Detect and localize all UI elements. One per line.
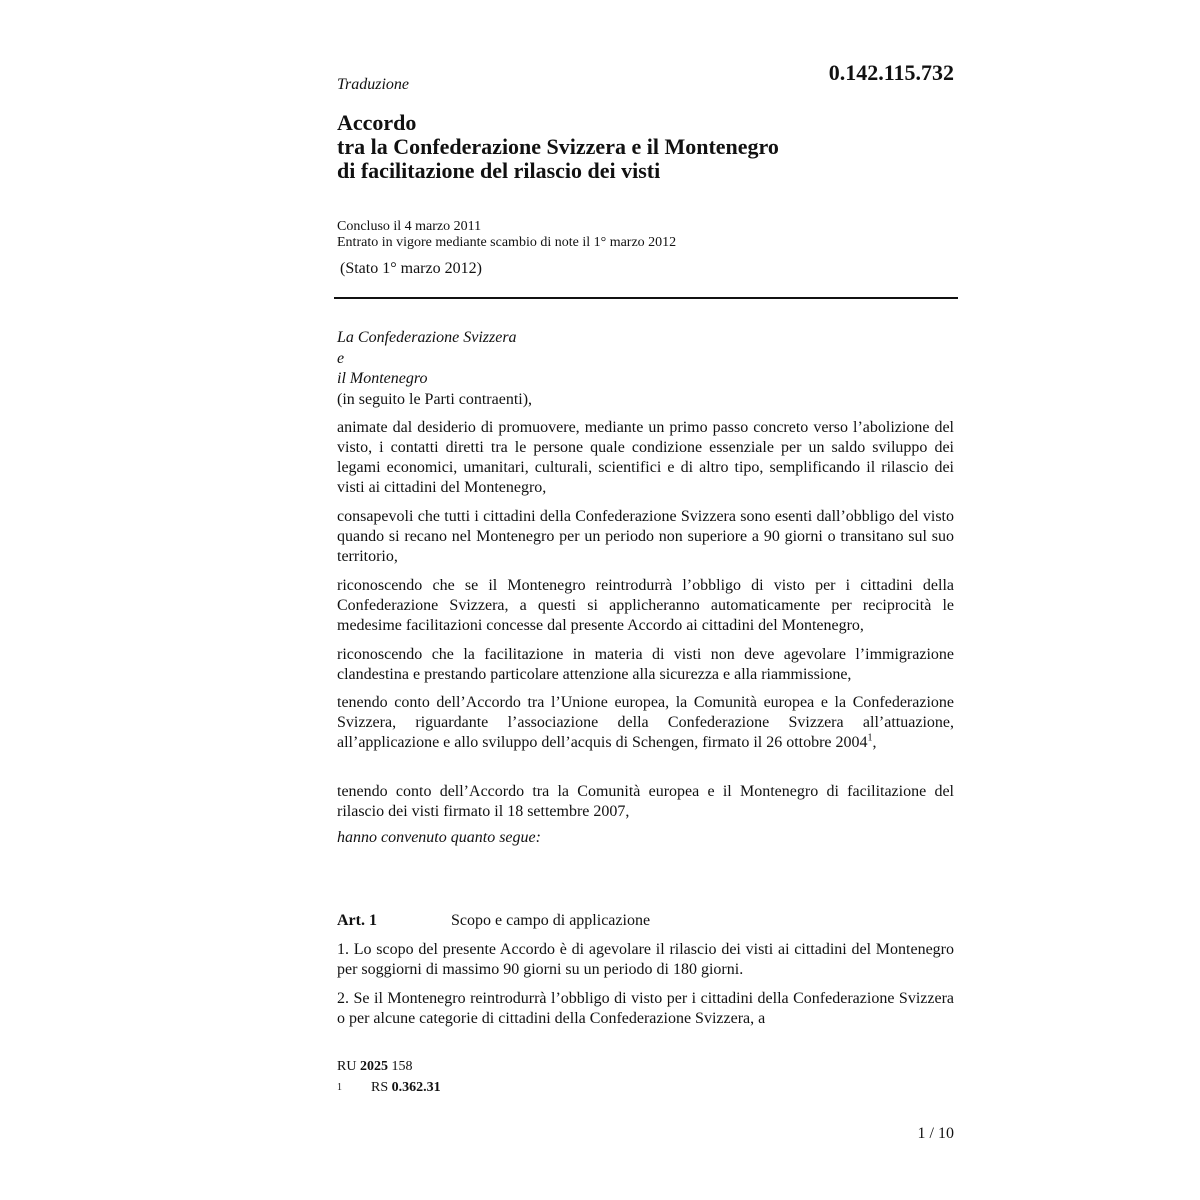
sr-number: 0.142.115.732 (828, 60, 954, 85)
article-number: Art. 1 (337, 912, 377, 929)
party-conjunction: e (337, 349, 345, 367)
document-title (337, 111, 957, 183)
footnote-sr-link[interactable]: 0.362.31 (391, 1080, 441, 1095)
article-heading (337, 911, 954, 931)
status-date: (Stato 1° marzo 2012) (340, 260, 482, 277)
in-force-date: Entrato in vigore mediante scambio di note il 1° marzo 2012 (337, 235, 677, 250)
preamble-closing: hanno convenuto quanto segue: (337, 829, 541, 846)
party-switzerland: La Confederazione Svizzera (337, 329, 517, 346)
party-montenegro: il Montenegro (337, 370, 428, 387)
preamble-paragraph: tenendo conto dell’Accordo tra la Comunità europea e il Montenegro di facilitazione del rilascio dei visti firmato il 18 settembre 2007, (337, 783, 954, 820)
title-line-1: Accordo (337, 110, 417, 135)
ru-year: 2025 (359, 1059, 388, 1074)
preamble-paragraph: animate dal desiderio di promuovere, mediante un primo passo concreto verso l’abolizione del visto, i contatti diretti tra le persone quale condizione essenziale per un saldo sviluppo dei legami economici, umanitari, culturali, scientifici e di altro tipo, semplificando il rilascio dei visti ai cittadini del Montenegro, (337, 419, 954, 496)
preamble-paragraph-schengen (337, 693, 954, 753)
footnote-mark: 1 (337, 1082, 342, 1093)
page-number: 1 / 10 (917, 1125, 954, 1142)
ru-reference (337, 1058, 412, 1076)
article-paragraph: 1. Lo scopo del presente Accordo è di agevolare il rilascio dei visti ai cittadini del Montenegro per soggiorni di massimo 90 giorni su un periodo di 180 giorni. (337, 941, 954, 978)
paragraph-tail: , (872, 734, 877, 751)
concluded-date: Concluso il 4 marzo 2011 (337, 219, 482, 234)
footnote-prefix: RS (371, 1080, 389, 1095)
preamble-paragraph-text: tenendo conto dell’Accordo tra l’Unione europea, la Comunità europea e la Confederazione Svizzera, riguardante l’associazione della Confederazione Svizzera all’attuazione, all’applicazione e allo sviluppo dell’acquis di Schengen, firmato il 26 ottobre 2004 (337, 694, 954, 751)
translation-label: Traduzione (337, 76, 410, 93)
header-divider (334, 297, 958, 299)
ru-prefix: RU (337, 1059, 357, 1074)
ru-page: 158 (391, 1059, 413, 1074)
title-line-2: tra la Confederazione Svizzera e il Montenegro (337, 134, 779, 159)
preamble-paragraph: consapevoli che tutti i cittadini della Confederazione Svizzera sono esenti dall’obbligo del visto quando si recano nel Montenegro per un periodo non superiore a 90 giorni o transitano sul suo territorio, (337, 508, 954, 565)
article-paragraph: 2. Se il Montenegro reintrodurrà l’obbligo di visto per i cittadini della Confederazione Svizzera o per alcune categorie di cittadini della Confederazione Svizzera, a (337, 990, 954, 1027)
preamble-parties (337, 328, 532, 410)
footnote (337, 1079, 441, 1097)
article-title: Scopo e campo di applicazione (451, 912, 651, 929)
parties-note: (in seguito le Parti contraenti), (337, 390, 533, 408)
footnote-reference[interactable]: 1 (867, 732, 873, 744)
preamble-paragraph: riconoscendo che se il Montenegro reintrodurrà l’obbligo di visto per i cittadini della Confederazione Svizzera, a questi si applicheranno automaticamente per reciprocità le medesime facilitazioni concesse dal presente Accordo ai cittadini del Montenegro, (337, 577, 954, 634)
title-line-3: di facilitazione del rilascio dei visti (337, 158, 661, 183)
document-meta (337, 219, 676, 251)
preamble-paragraph: riconoscendo che la facilitazione in materia di visti non deve agevolare l’immigrazione clandestina e prestando particolare attenzione alla sicurezza e alla riammissione, (337, 646, 954, 683)
